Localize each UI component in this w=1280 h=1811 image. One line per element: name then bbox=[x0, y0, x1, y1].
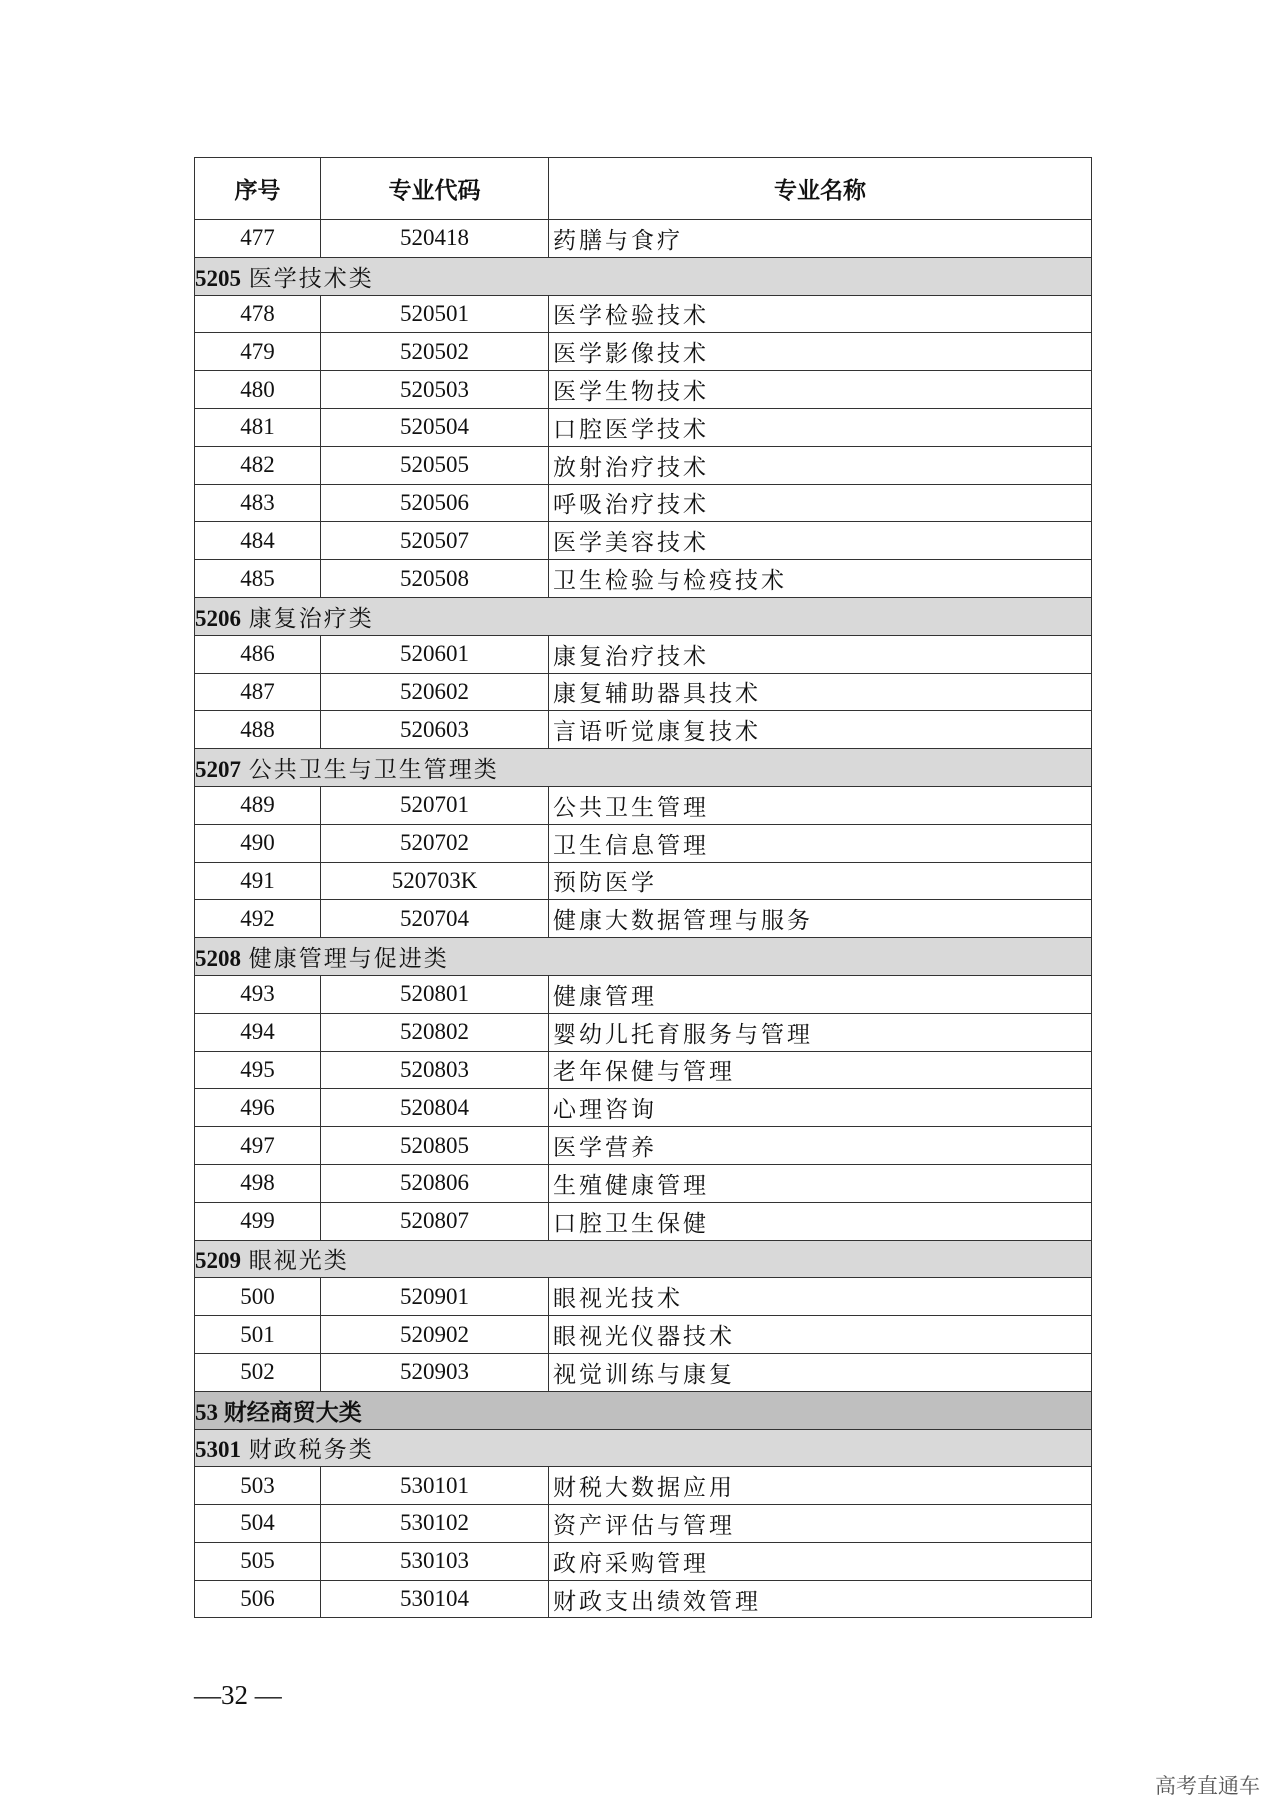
seq-cell: 504 bbox=[195, 1505, 321, 1543]
category-name: 眼视光类 bbox=[248, 1248, 349, 1274]
seq-cell: 485 bbox=[195, 560, 321, 598]
major-catalog-table bbox=[194, 157, 1092, 1618]
table-row bbox=[195, 560, 1092, 598]
seq-cell: 488 bbox=[195, 711, 321, 749]
seq-cell: 480 bbox=[195, 371, 321, 409]
table-row bbox=[195, 862, 1092, 900]
category-code: 5301 bbox=[195, 1437, 241, 1463]
table-row bbox=[195, 484, 1092, 522]
code-cell: 520502 bbox=[321, 333, 549, 371]
category-name: 公共卫生与卫生管理类 bbox=[248, 757, 499, 783]
seq-cell: 500 bbox=[195, 1278, 321, 1316]
table-row bbox=[195, 786, 1092, 824]
name-cell: 放射治疗技术 bbox=[549, 446, 1092, 484]
seq-cell: 478 bbox=[195, 295, 321, 333]
table-row bbox=[195, 1580, 1092, 1618]
category-row bbox=[195, 257, 1092, 295]
table-row bbox=[195, 1353, 1092, 1391]
name-cell: 财政支出绩效管理 bbox=[549, 1580, 1092, 1618]
code-cell: 530102 bbox=[321, 1505, 549, 1543]
name-cell: 卫生信息管理 bbox=[549, 824, 1092, 862]
code-cell: 520805 bbox=[321, 1127, 549, 1165]
seq-cell: 496 bbox=[195, 1089, 321, 1127]
name-cell: 医学营养 bbox=[549, 1127, 1092, 1165]
seq-cell: 492 bbox=[195, 900, 321, 938]
seq-cell: 484 bbox=[195, 522, 321, 560]
name-cell: 财税大数据应用 bbox=[549, 1467, 1092, 1505]
seq-cell: 501 bbox=[195, 1316, 321, 1354]
table-row bbox=[195, 408, 1092, 446]
table-row bbox=[195, 635, 1092, 673]
watermark: 高考直通车 bbox=[1155, 1774, 1260, 1798]
code-cell: 520801 bbox=[321, 975, 549, 1013]
seq-cell: 491 bbox=[195, 862, 321, 900]
category-name: 财经商贸大类 bbox=[223, 1399, 362, 1425]
table-row bbox=[195, 1467, 1092, 1505]
code-cell: 530101 bbox=[321, 1467, 549, 1505]
name-cell: 呼吸治疗技术 bbox=[549, 484, 1092, 522]
category-name: 医学技术类 bbox=[248, 265, 374, 291]
code-cell: 520508 bbox=[321, 560, 549, 598]
category-code: 5207 bbox=[195, 757, 241, 783]
seq-cell: 482 bbox=[195, 446, 321, 484]
name-cell: 眼视光仪器技术 bbox=[549, 1316, 1092, 1354]
category-cell bbox=[195, 1391, 1092, 1429]
table-row bbox=[195, 1051, 1092, 1089]
code-cell: 530104 bbox=[321, 1580, 549, 1618]
category-code: 5206 bbox=[195, 605, 241, 631]
table-row bbox=[195, 824, 1092, 862]
table-row bbox=[195, 220, 1092, 258]
code-cell: 530103 bbox=[321, 1542, 549, 1580]
table-row bbox=[195, 333, 1092, 371]
header-seq: 序号 bbox=[195, 158, 321, 220]
code-cell: 520903 bbox=[321, 1353, 549, 1391]
table-row bbox=[195, 1127, 1092, 1165]
table-row bbox=[195, 900, 1092, 938]
table-row bbox=[195, 711, 1092, 749]
code-cell: 520505 bbox=[321, 446, 549, 484]
table-row bbox=[195, 1505, 1092, 1543]
table-body bbox=[195, 220, 1092, 1618]
seq-cell: 503 bbox=[195, 1467, 321, 1505]
name-cell: 心理咨询 bbox=[549, 1089, 1092, 1127]
code-cell: 520901 bbox=[321, 1278, 549, 1316]
header-name: 专业名称 bbox=[549, 158, 1092, 220]
category-cell bbox=[195, 749, 1092, 787]
code-cell: 520602 bbox=[321, 673, 549, 711]
major-category-row bbox=[195, 1391, 1092, 1429]
seq-cell: 505 bbox=[195, 1542, 321, 1580]
table-row bbox=[195, 522, 1092, 560]
code-cell: 520418 bbox=[321, 220, 549, 258]
seq-cell: 499 bbox=[195, 1202, 321, 1240]
category-name: 健康管理与促进类 bbox=[248, 946, 449, 972]
name-cell: 视觉训练与康复 bbox=[549, 1353, 1092, 1391]
table-row bbox=[195, 446, 1092, 484]
name-cell: 药膳与食疗 bbox=[549, 220, 1092, 258]
name-cell: 康复辅助器具技术 bbox=[549, 673, 1092, 711]
code-cell: 520503 bbox=[321, 371, 549, 409]
seq-cell: 489 bbox=[195, 786, 321, 824]
seq-cell: 487 bbox=[195, 673, 321, 711]
seq-cell: 483 bbox=[195, 484, 321, 522]
seq-cell: 497 bbox=[195, 1127, 321, 1165]
page-number: —32 — bbox=[194, 1680, 282, 1710]
table-row bbox=[195, 1089, 1092, 1127]
table-row bbox=[195, 673, 1092, 711]
table-row bbox=[195, 1316, 1092, 1354]
category-cell bbox=[195, 257, 1092, 295]
category-cell bbox=[195, 938, 1092, 976]
code-cell: 520902 bbox=[321, 1316, 549, 1354]
seq-cell: 481 bbox=[195, 408, 321, 446]
table-row bbox=[195, 1278, 1092, 1316]
table-row bbox=[195, 295, 1092, 333]
name-cell: 公共卫生管理 bbox=[549, 786, 1092, 824]
category-code: 53 bbox=[195, 1399, 218, 1425]
header-code: 专业代码 bbox=[321, 158, 549, 220]
category-row bbox=[195, 1240, 1092, 1278]
code-cell: 520601 bbox=[321, 635, 549, 673]
seq-cell: 486 bbox=[195, 635, 321, 673]
name-cell: 康复治疗技术 bbox=[549, 635, 1092, 673]
seq-cell: 498 bbox=[195, 1164, 321, 1202]
table-row bbox=[195, 975, 1092, 1013]
code-cell: 520703K bbox=[321, 862, 549, 900]
name-cell: 生殖健康管理 bbox=[549, 1164, 1092, 1202]
name-cell: 口腔卫生保健 bbox=[549, 1202, 1092, 1240]
name-cell: 卫生检验与检疫技术 bbox=[549, 560, 1092, 598]
category-cell bbox=[195, 1240, 1092, 1278]
category-cell bbox=[195, 1429, 1092, 1467]
code-cell: 520507 bbox=[321, 522, 549, 560]
code-cell: 520803 bbox=[321, 1051, 549, 1089]
name-cell: 医学生物技术 bbox=[549, 371, 1092, 409]
code-cell: 520603 bbox=[321, 711, 549, 749]
table-row bbox=[195, 371, 1092, 409]
category-code: 5208 bbox=[195, 946, 241, 972]
seq-cell: 494 bbox=[195, 1013, 321, 1051]
name-cell: 医学影像技术 bbox=[549, 333, 1092, 371]
category-name: 康复治疗类 bbox=[248, 605, 374, 631]
code-cell: 520807 bbox=[321, 1202, 549, 1240]
seq-cell: 479 bbox=[195, 333, 321, 371]
code-cell: 520701 bbox=[321, 786, 549, 824]
code-cell: 520702 bbox=[321, 824, 549, 862]
category-name: 财政税务类 bbox=[248, 1437, 374, 1463]
name-cell: 健康管理 bbox=[549, 975, 1092, 1013]
code-cell: 520504 bbox=[321, 408, 549, 446]
category-row bbox=[195, 597, 1092, 635]
code-cell: 520804 bbox=[321, 1089, 549, 1127]
name-cell: 医学美容技术 bbox=[549, 522, 1092, 560]
code-cell: 520806 bbox=[321, 1164, 549, 1202]
name-cell: 政府采购管理 bbox=[549, 1542, 1092, 1580]
table-header-row bbox=[195, 158, 1092, 220]
code-cell: 520704 bbox=[321, 900, 549, 938]
category-row bbox=[195, 1429, 1092, 1467]
name-cell: 健康大数据管理与服务 bbox=[549, 900, 1092, 938]
name-cell: 眼视光技术 bbox=[549, 1278, 1092, 1316]
category-cell bbox=[195, 597, 1092, 635]
table-row bbox=[195, 1013, 1092, 1051]
seq-cell: 502 bbox=[195, 1353, 321, 1391]
name-cell: 言语听觉康复技术 bbox=[549, 711, 1092, 749]
name-cell: 老年保健与管理 bbox=[549, 1051, 1092, 1089]
seq-cell: 506 bbox=[195, 1580, 321, 1618]
name-cell: 口腔医学技术 bbox=[549, 408, 1092, 446]
category-row bbox=[195, 749, 1092, 787]
code-cell: 520501 bbox=[321, 295, 549, 333]
seq-cell: 493 bbox=[195, 975, 321, 1013]
category-code: 5209 bbox=[195, 1248, 241, 1274]
code-cell: 520506 bbox=[321, 484, 549, 522]
table-row bbox=[195, 1202, 1092, 1240]
name-cell: 预防医学 bbox=[549, 862, 1092, 900]
code-cell: 520802 bbox=[321, 1013, 549, 1051]
table-row bbox=[195, 1542, 1092, 1580]
name-cell: 资产评估与管理 bbox=[549, 1505, 1092, 1543]
name-cell: 婴幼儿托育服务与管理 bbox=[549, 1013, 1092, 1051]
category-row bbox=[195, 938, 1092, 976]
name-cell: 医学检验技术 bbox=[549, 295, 1092, 333]
seq-cell: 495 bbox=[195, 1051, 321, 1089]
table-row bbox=[195, 1164, 1092, 1202]
seq-cell: 490 bbox=[195, 824, 321, 862]
category-code: 5205 bbox=[195, 265, 241, 291]
seq-cell: 477 bbox=[195, 220, 321, 258]
